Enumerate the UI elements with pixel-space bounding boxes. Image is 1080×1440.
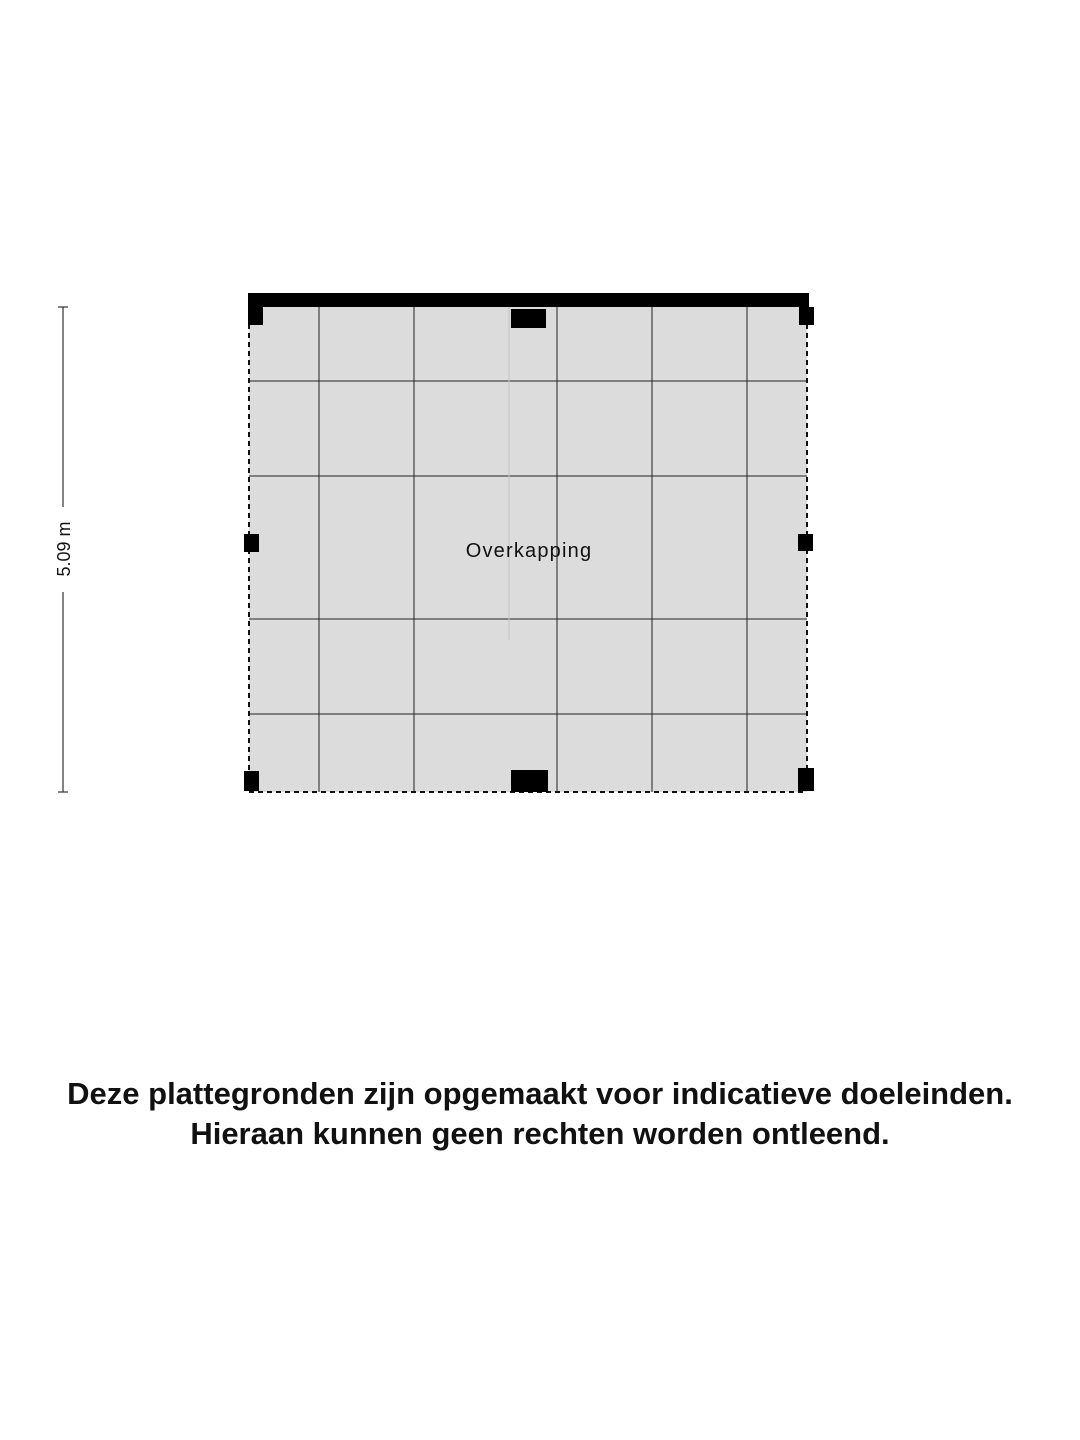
- disclaimer-line-1: Deze plattegronden zijn opgemaakt voor indicatieve doeleinden.: [67, 1076, 1013, 1111]
- post-top-right: [799, 307, 814, 325]
- disclaimer-line-2: Hieraan kunnen geen rechten worden ontleend.: [190, 1116, 890, 1151]
- post-top-left: [248, 307, 263, 325]
- post-bottom-center: [511, 770, 548, 792]
- post-mid-right: [798, 534, 813, 551]
- post-top-center: [511, 309, 546, 328]
- post-bottom-left: [244, 771, 259, 791]
- dimension-label: 5.09 m: [54, 521, 74, 577]
- post-bottom-right: [798, 768, 814, 791]
- room-label: Overkapping: [465, 540, 593, 562]
- back-wall: [248, 293, 809, 307]
- disclaimer: [0, 1074, 1080, 1154]
- post-mid-left: [244, 534, 259, 552]
